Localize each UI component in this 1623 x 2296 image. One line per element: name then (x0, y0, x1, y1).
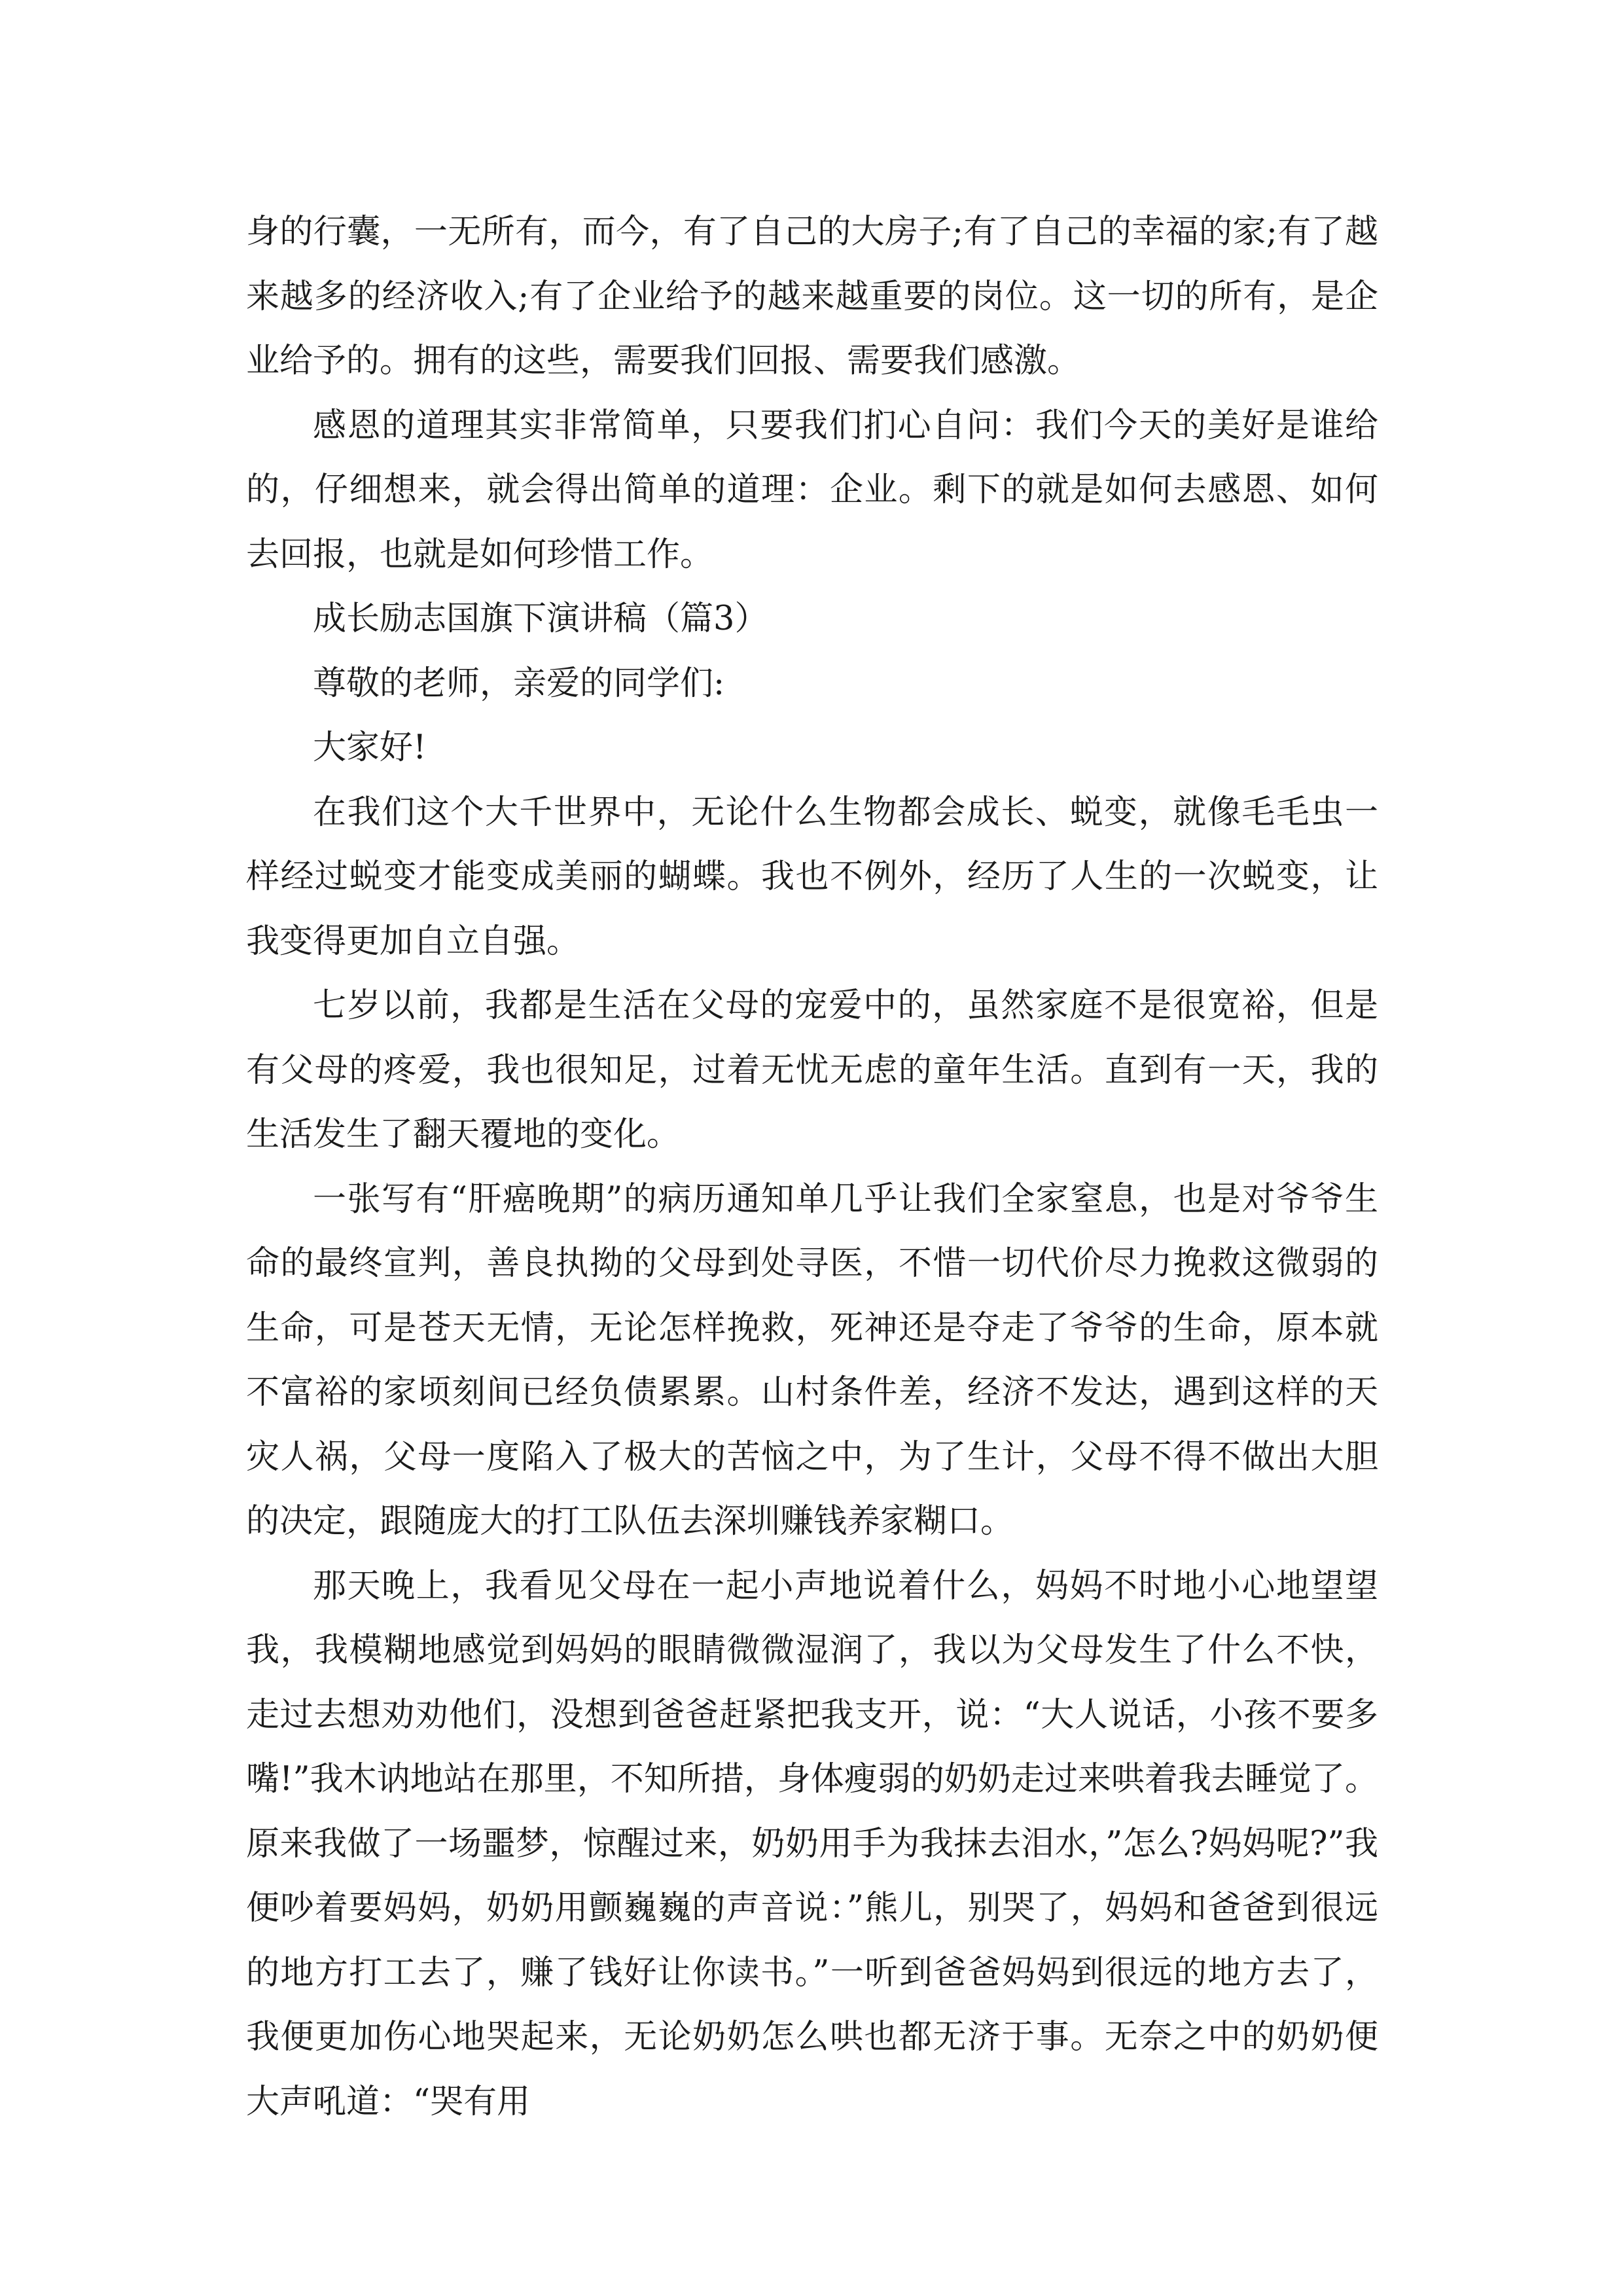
paragraph: 七岁以前，我都是生活在父母的宠爱中的，虽然家庭不是很宽裕，但是有父母的疼爱，我也很知足，过着无忧无虑的童年生活。直到有一天，我的生活发生了翻天覆地的变化。 (246, 986, 1378, 1154)
paragraph: 感恩的道理其实非常简单，只要我们扪心自问：我们今天的美好是谁给的，仔细想来，就会得出简单的道理：企业。剩下的就是如何去感恩、如何去回报，也就是如何珍惜工作。 (246, 406, 1378, 574)
salutation: 尊敬的老师，亲爱的同学们: (313, 664, 725, 703)
paragraph: 在我们这个大千世界中，无论什么生物都会成长、蜕变，就像毛毛虫一样经过蜕变才能变成美丽的蝴蝶。我也不例外，经历了人生的一次蜕变，让我变得更加自立自强。 (246, 793, 1378, 961)
section-title: 成长励志国旗下演讲稿（篇3） (313, 600, 768, 638)
paragraph: 那天晚上，我看见父母在一起小声地说着什么，妈妈不时地小心地望望我，我模糊地感觉到妈妈的眼睛微微湿润了，我以为父母发生了什么不快，走过去想劝劝他们，没想到爸爸赶紧把我支开，说：“大人说话，小孩不要多嘴!”我木讷地站在那里，不知所措，身体瘦弱的奶奶走过来哄着我去睡觉了。原来我做了一场噩梦，惊醒过来，奶奶用手为我抹去泪水，”怎么?妈妈呢?”我便吵着要妈妈，奶奶用颤巍巍的声音说：”熊儿，别哭了，妈妈和爸爸到很远的地方打工去了，赚了钱好让你读书。”一听到爸爸妈妈到很远的地方去了，我便更加伤心地哭起来，无论奶奶怎么哄也都无济于事。无奈之中的奶奶便大声吼道：“哭有用 (246, 1566, 1378, 2121)
document-body (246, 200, 1378, 2134)
paragraph-continued: 身的行囊，一无所有，而今，有了自己的大房子;有了自己的幸福的家;有了越来越多的经济收入;有了企业给予的越来越重要的岗位。这一切的所有，是企业给予的。拥有的这些，需要我们回报、需要我们感激。 (246, 213, 1378, 380)
greeting: 大家好! (313, 728, 427, 767)
paragraph: 一张写有“肝癌晚期”的病历通知单几乎让我们全家窒息，也是对爷爷生命的最终宣判，善良执拗的父母到处寻医，不惜一切代价尽力挽救这微弱的生命，可是苍天无情，无论怎样挽救，死神还是夺走了爷爷的生命，原本就不富裕的家顷刻间已经负债累累。山村条件差，经济不发达，遇到这样的天灾人祸，父母一度陷入了极大的苦恼之中，为了生计，父母不得不做出大胆的决定，跟随庞大的打工队伍去深圳赚钱养家糊口。 (246, 1179, 1378, 1541)
